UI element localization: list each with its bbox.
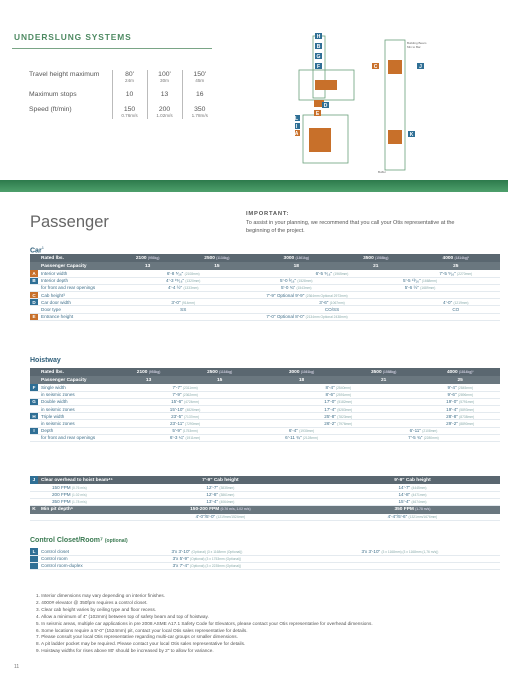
spec-row <box>30 270 500 277</box>
callout-key: C <box>30 292 38 299</box>
capacity-header-row <box>30 262 500 270</box>
footnote-item: 8. A pit ladder pocket may be required. Please contact your local Otis sales representative for details. <box>36 641 246 647</box>
callout-key: H <box>30 413 38 420</box>
travel-label: Travel height maximum <box>29 71 100 78</box>
control-row: Control room-duplex 3'x 7'-4" (Optional) (3 x 2235mm (Optional)) <box>30 562 500 569</box>
spec-row <box>30 277 500 284</box>
travel-row <box>26 90 217 99</box>
spec-value: 23'-5" (7137mm) <box>114 413 256 420</box>
callout-key: A <box>30 270 38 277</box>
spec-value: 5'-5 ¹³⁄₁₆" (1668mm) <box>340 277 500 284</box>
footnote-item: 7. Please consult your local Otis representative regarding multi-car groups or smaller dimensions. <box>36 634 238 640</box>
callout-g: G <box>316 54 321 60</box>
spec-value: 9'-6" (2896mm) <box>420 391 500 398</box>
spec-name: Entrance height <box>38 313 114 320</box>
spec-value: 3'-0" (914mm) <box>114 299 252 306</box>
spec-row <box>30 398 500 405</box>
travel-value: 80' 24m <box>112 70 147 84</box>
spec-value: 7'-9" (2362mm) <box>114 391 256 398</box>
spec-row <box>30 299 500 306</box>
travel-value: 150' 45m <box>182 70 217 84</box>
rated-value: 2500 (1134kg) <box>183 368 256 376</box>
travel-label: Speed (ft/min) <box>29 106 72 113</box>
overhead-row: 200 FPM (1.02 m/s) 12'-8" (3861mm) 14'-8" (4471mm) <box>30 491 500 498</box>
spec-value: 29'-2" (8890mm) <box>420 420 500 427</box>
callout-key: F <box>30 384 38 391</box>
page-number: 11 <box>14 664 20 670</box>
footnote-item: 4. Allow a minimum of 4" (102mm) between top of safety beam and top of hoistway. <box>36 613 209 619</box>
footnote-item: 5. In seismic areas, multiple car applications in pre 2008 ASME A17.1 Safety Code for Elevators, please contact your Otis representative for overhead dimensions. <box>36 620 373 626</box>
spec-row <box>30 434 500 441</box>
spec-name: in seismic zones <box>38 420 114 427</box>
spec-name: in seismic zones <box>38 391 114 398</box>
control-table <box>30 548 500 570</box>
spec-value: 9'-4" (2845mm) <box>420 384 500 391</box>
spec-name: Interior width <box>38 270 114 277</box>
spec-value: 8'-6" (2591mm) <box>256 391 420 398</box>
callout-key: B <box>30 277 38 284</box>
capacity-value: 18 <box>256 376 347 384</box>
section-car-top <box>388 60 402 74</box>
capacity-value: 21 <box>347 376 420 384</box>
spec-value: 19'-0" (5791mm) <box>420 398 500 405</box>
capacity-value: 13 <box>114 376 183 384</box>
diagram-label-top2: Min to Bar <box>407 45 421 49</box>
travel-value: 150 0.76m/s <box>112 105 147 119</box>
travel-value: 100' 30m <box>147 70 182 84</box>
spec-name: Double width <box>38 398 114 405</box>
hoistway-table <box>30 368 500 442</box>
travel-row <box>26 70 217 84</box>
spec-value: 7'-9" Optional 9'-9" (2364mm Optional 2973mm) <box>114 292 500 299</box>
capacity-label: Passenger Capacity <box>38 262 114 270</box>
travel-label: Maximum stops <box>29 91 77 98</box>
footnote-item: 2. 4000# elevator @ 350fpm requires a control closet. <box>36 599 148 605</box>
spec-value: 6'-8 ⁵⁄₁₆" (2108mm) <box>114 270 252 277</box>
spec-value: 5'-9" (1753mm) <box>114 427 256 434</box>
callout-b: B <box>316 44 321 50</box>
rated-label: Rated lbs. <box>38 254 114 262</box>
spec-value: 17'-4" (5283mm) <box>256 406 420 413</box>
spec-name: Car door width <box>38 299 114 306</box>
diagram-label-top: Building Beam <box>407 41 427 45</box>
callout-key <box>30 420 38 427</box>
spec-row <box>30 413 500 420</box>
callout-k: K <box>409 132 414 138</box>
spec-name: Door type <box>38 306 114 313</box>
spec-row <box>30 306 500 313</box>
spec-row <box>30 384 500 391</box>
capacity-value: 18 <box>252 262 340 270</box>
control-row: L Control closet 3'x 3'-10" (Optional) (3 x 1168mm (Optional)) 3'x 3'-10" (3 x 1168mm) (3 x 1168mm (1,76 m/s)) <box>30 548 500 555</box>
travel-value: 10 <box>112 90 147 99</box>
callout-key <box>30 284 38 291</box>
spec-name: Triple width <box>38 413 114 420</box>
overhead-row: 150 FPM (0.76 m/s) 12'-7" (3835mm) 14'-7" (4445mm) <box>30 484 500 491</box>
spec-value: 7'-5 ¾" (2280mm) <box>347 434 500 441</box>
spec-row <box>30 313 500 320</box>
callout-c: C <box>373 64 378 70</box>
callout-l: L <box>295 116 299 122</box>
spec-value: 4'-0" (1219mm) <box>412 299 500 306</box>
travel-value: 13 <box>147 90 182 99</box>
overhead-table <box>30 476 500 521</box>
spec-value: SS <box>114 306 252 313</box>
header-divider <box>12 48 212 49</box>
spec-value: 8'-4" (2540mm) <box>256 384 420 391</box>
rated-label: Rated lbs. <box>38 368 114 376</box>
capacity-header-row <box>30 376 500 384</box>
spec-value: 23'-11" (7290mm) <box>114 420 256 427</box>
spec-row <box>30 406 500 413</box>
capacity-label: Passenger Capacity <box>38 376 114 384</box>
important-body: To assist in your planning, we recommend that you call your Otis representative at the beginning of the project. <box>246 220 455 234</box>
spec-value: 3'-6" (1067mm) <box>252 299 411 306</box>
callout-key <box>30 406 38 413</box>
section-hoistway-outline <box>385 40 405 170</box>
rated-value: 3500 (1588kg) <box>347 368 420 376</box>
callout-key: I <box>30 427 38 434</box>
travel-row <box>26 105 217 119</box>
spec-value: CO <box>412 306 500 313</box>
rated-value: 2100 (953kg) <box>114 368 183 376</box>
spec-value: 17'-0" (5182mm) <box>256 398 420 405</box>
spec-name: Depth <box>38 427 114 434</box>
spec-row <box>30 284 500 291</box>
callout-key: D <box>30 299 38 306</box>
pit-value-row: 4'-0"/5'-0" (1219mm/1524mm) 4'-4"/5'-6" (1321mm/1676mm) <box>30 514 500 521</box>
spec-value: 4'-3 ¹⁵⁄₁₆" (1320mm) <box>114 277 252 284</box>
callout-key <box>30 306 38 313</box>
lower-car-shape <box>309 128 331 152</box>
spec-value: 6'-3 ¼" (1911mm) <box>114 434 256 441</box>
important-heading: IMPORTANT: <box>246 211 290 217</box>
spec-value: CO/SS <box>252 306 411 313</box>
capacity-value: 21 <box>340 262 412 270</box>
control-row: Control room 3'x 5'-9" (Optional) (3 x 1753mm (Optional)) <box>30 555 500 562</box>
control-section-title: Control Closet/Room⁷ (optional) <box>30 537 128 544</box>
spec-value: 6'-5 ⁵⁄₁₆" (1965mm) <box>252 270 411 277</box>
rated-value: 3000 (1361kg) <box>256 368 347 376</box>
spec-value: 7'-7" (2311mm) <box>114 384 256 391</box>
section-car-bottom <box>388 130 402 144</box>
spec-value: 25'-8" (7823mm) <box>256 413 420 420</box>
spec-name: Single width <box>38 384 114 391</box>
capacity-value: 15 <box>183 376 256 384</box>
spec-value: 5'-0 ¾" (1543mm) <box>252 284 340 291</box>
page-title: Passenger <box>30 213 109 231</box>
travel-value: 16 <box>182 90 217 99</box>
callout-key <box>30 391 38 398</box>
hoistway-diagram <box>295 30 445 178</box>
section-divider-bar <box>0 180 508 192</box>
car-table <box>30 254 500 321</box>
callout-d: D <box>323 103 328 109</box>
spec-value: 15'-10" (4826mm) <box>114 406 256 413</box>
spec-value: 7'-5 ⁵⁄₁₆" (2270mm) <box>412 270 500 277</box>
diagram-label-bottom: Buffer <box>378 170 386 174</box>
spec-name: Interior depth <box>38 277 114 284</box>
capacity-value: 15 <box>181 262 252 270</box>
pit-header-row: K Min pit depth⁶ 150-200 FPM (0.76 m/s, 1.02 m/s) 350 FPM (1.78 m/s) <box>30 506 500 514</box>
spec-value: 26'-2" (7976mm) <box>256 420 420 427</box>
footnotes <box>36 593 496 655</box>
capacity-value: 25 <box>420 376 500 384</box>
hoistway-section-title: Hoistway <box>30 357 61 364</box>
rated-value: 2500 (1134kg) <box>181 254 252 262</box>
callout-key: E <box>30 313 38 320</box>
overhead-row: 350 FPM (1.78 m/s) 13'-4" (4064mm) 15'-4" (4674mm) <box>30 498 500 505</box>
rated-value: 3500 (1588kg) <box>340 254 412 262</box>
spec-row <box>30 292 500 299</box>
spec-row <box>30 420 500 427</box>
spec-value: 19'-4" (5893mm) <box>420 406 500 413</box>
plan-car-shape <box>315 80 337 90</box>
spec-row <box>30 391 500 398</box>
spec-value: 15'-6" (4724mm) <box>114 398 256 405</box>
callout-key: G <box>30 398 38 405</box>
spec-name: for front and rear openings <box>38 434 114 441</box>
page-header-title: UNDERSLUNG SYSTEMS <box>14 32 132 42</box>
callout-h: H <box>316 34 321 40</box>
travel-value: 350 1.78m/s <box>182 105 217 119</box>
callout-a: A <box>295 131 299 137</box>
callout-e: E <box>315 111 320 117</box>
callout-f: F <box>316 64 321 70</box>
footnote-item: 6. Some locations require a 5'-0" (1524mm) pit, contact your local Otis sales representative for details. <box>36 627 248 633</box>
travel-table <box>26 70 217 119</box>
spec-value: 28'-8" (8738mm) <box>420 413 500 420</box>
spec-value: 5'-6 ½" (1689mm) <box>340 284 500 291</box>
spec-name: Cab height³ <box>38 292 114 299</box>
travel-value: 200 1.02m/s <box>147 105 182 119</box>
spec-value: 6'-11" (2108mm) <box>347 427 500 434</box>
spec-name: in seismic zones <box>38 406 114 413</box>
rated-header-row <box>30 254 500 262</box>
car-section-title: Car$^1$ <box>30 245 44 255</box>
footnote-item: 3. Clear cab height varies by ceiling type and floor recess. <box>36 606 157 612</box>
footnote-item: 9. Hoistway widths for rises above 80' should be increased by 2" to allow for variance. <box>36 648 214 654</box>
rated-header-row <box>30 368 500 376</box>
capacity-value: 13 <box>114 262 181 270</box>
spec-value: 7'-0" Optional 8'-0" (2134mm Optional 2438mm) <box>114 313 500 320</box>
callout-key <box>30 434 38 441</box>
callout-j: J <box>419 64 422 70</box>
rated-value: 4000 (1814kg)² <box>420 368 500 376</box>
spec-row <box>30 427 500 434</box>
callout-i: I <box>295 124 298 130</box>
rated-value: 4000 (1814kg)² <box>412 254 500 262</box>
spec-value: 6'-11 ¾" (2128mm) <box>256 434 347 441</box>
spec-value: 6'-4" (1930mm) <box>256 427 347 434</box>
spec-value: 4'-4 ½" (1333mm) <box>114 284 252 291</box>
spec-name: for front and rear openings <box>38 284 114 291</box>
rated-value: 3000 (1361kg) <box>252 254 340 262</box>
rated-value: 2100 (953kg) <box>114 254 181 262</box>
spec-value: 5'-0 ³⁄₁₆" (1528mm) <box>252 277 340 284</box>
overhead-header-row: J Clear overhead to hoist beam⁴⁵ 7'-9" Cab height 9'-9" Cab height <box>30 476 500 484</box>
capacity-value: 25 <box>412 262 500 270</box>
footnote-item: 1. Interior dimensions may vary depending on interior finishes. <box>36 593 165 598</box>
